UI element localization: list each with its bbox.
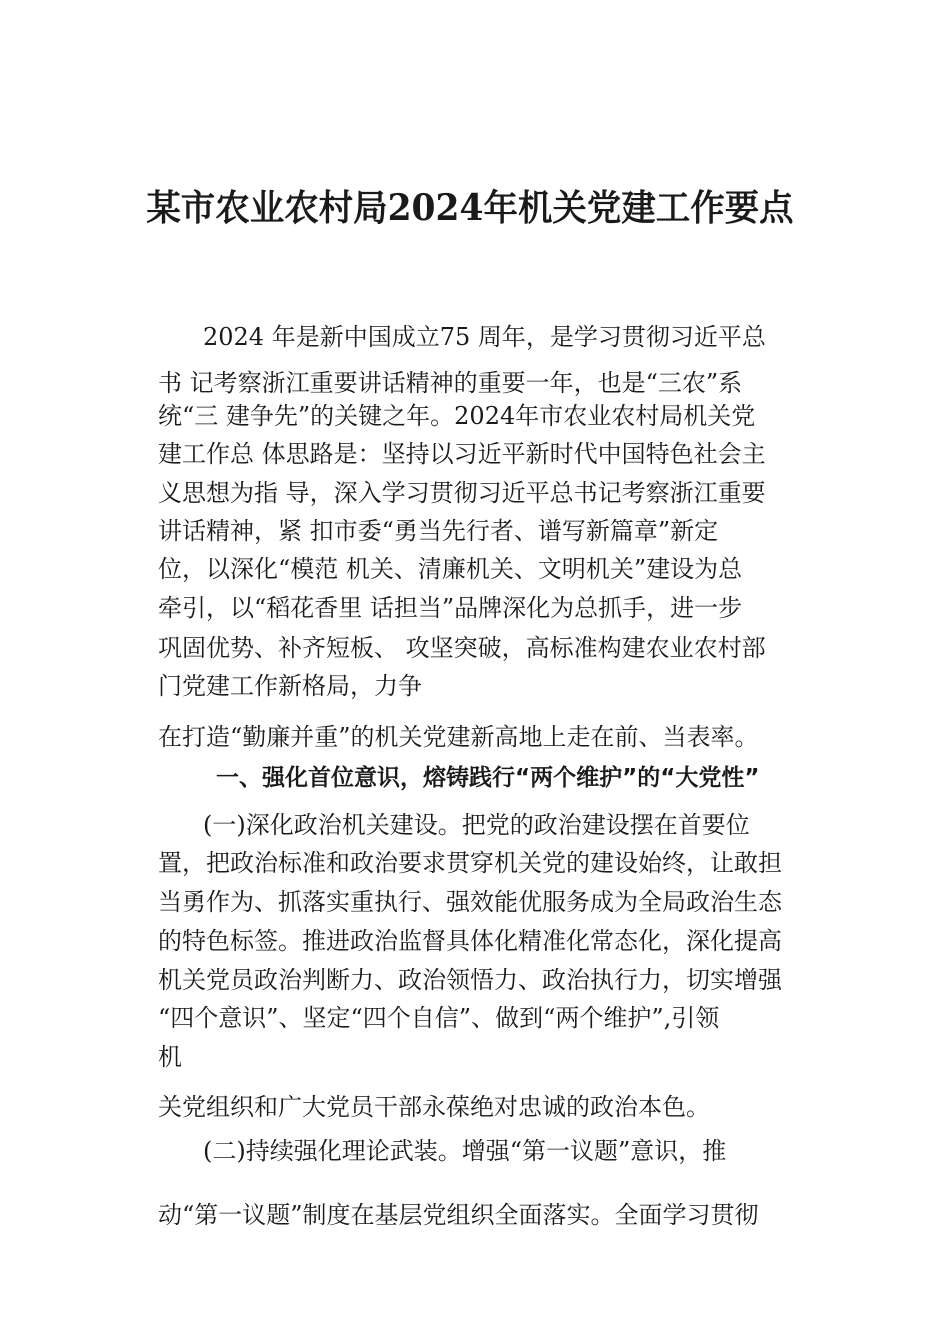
text-line: (二)持续强化理论武装。增强“第一议题”意识，推: [203, 1137, 727, 1165]
text-line: 当勇作为、抓落实重执行、强效能优服务成为全局政治生态: [158, 888, 782, 916]
document-title: 某市农业农村局2024年机关党建工作要点: [146, 187, 794, 229]
text-line: 位，以深化“模范 机关、清廉机关、文明机关”建设为总: [158, 555, 743, 583]
text-line: “四个意识”、坚定“四个自信”、做到“两个维护”,引领: [158, 1004, 720, 1032]
text-line: 义思想为指 导，深入学习贯彻习近平总书记考察浙江重要: [158, 479, 766, 507]
section-heading: 一、强化首位意识，熔铸践行“两个维护”的“大党性”: [216, 765, 760, 791]
text-line: 机: [158, 1043, 182, 1071]
text-line: 置，把政治标准和政治要求贯穿机关党的建设始终，让敢担: [158, 849, 782, 877]
text-line: 统“三 建争先”的关键之年。2024年市农业农村局机关党: [158, 402, 756, 430]
text-line: 巩固优势、补齐短板、 攻坚突破，高标准构建农业农村部: [158, 634, 766, 662]
text-line: 的特色标签。推进政治监督具体化精准化常态化，深化提高: [158, 927, 782, 955]
text-line: 动“第一议题”制度在基层党组织全面落实。全面学习贯彻: [158, 1201, 759, 1229]
text-line: 书 记考察浙江重要讲话精神的重要一年，也是“三农”系: [158, 369, 743, 397]
text-line: 门党建工作新格局，力争: [158, 672, 422, 700]
text-line: 牵引，以“稻花香里 话担当”品牌深化为总抓手，进一步: [158, 594, 743, 622]
text-line: (一)深化政治机关建设。把党的政治建设摆在首要位: [203, 811, 750, 839]
text-line: 在打造“勤廉并重”的机关党建新高地上走在前、当表率。: [158, 723, 759, 751]
text-line: 讲话精神，紧 扣市委“勇当先行者、谱写新篇章”新定: [158, 517, 719, 545]
text-line: 机关党员政治判断力、政治领悟力、政治执行力，切实增强: [158, 966, 782, 994]
text-line: 2024 年是新中国成立75 周年，是学习贯彻习近平总: [203, 323, 766, 351]
text-line: 建工作总 体思路是：坚持以习近平新时代中国特色社会主: [158, 440, 766, 468]
text-line: 关党组织和广大党员干部永葆绝对忠诚的政治本色。: [158, 1093, 710, 1121]
